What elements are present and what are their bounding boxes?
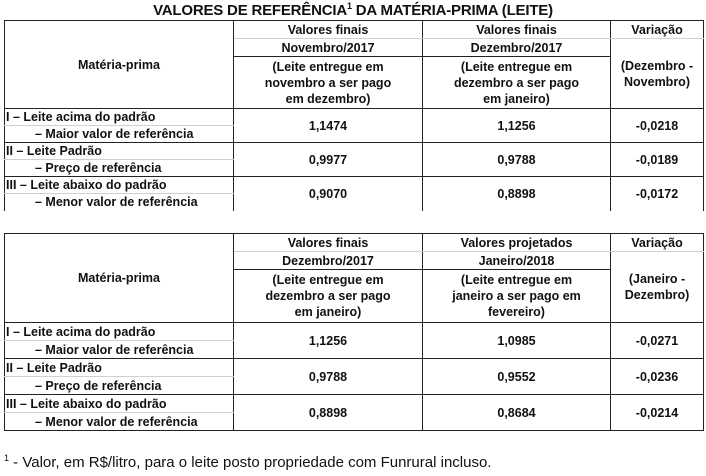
header-variation-formula: (Dezembro - Novembro) (611, 39, 704, 109)
header-variation-title: Variação (611, 21, 704, 39)
table-row (5, 323, 704, 341)
variation-cell: -0,0218 (611, 109, 704, 143)
header-materia-prima: Matéria-prima (5, 234, 234, 323)
row-label: I – Leite acima do padrão (6, 110, 156, 124)
footnote-text: - Valor, em R$/litro, para o leite posto propriedade com Funrural incluso. (9, 454, 492, 471)
table-row (5, 359, 704, 377)
row-sublabel: – Menor valor de referência (35, 195, 198, 210)
header-col2-title: Valores finais (234, 234, 423, 252)
value-cell: 1,0985 (423, 323, 611, 359)
table-row (5, 143, 704, 160)
header-col3-title: Valores projetados (423, 234, 611, 252)
footnote-marker: 1 (4, 453, 10, 463)
reference-table-dec-jan (4, 233, 704, 431)
value-cell: 0,9552 (423, 359, 611, 395)
header-col3-period: Janeiro/2018 (423, 252, 611, 270)
header-col2-period: Novembro/2017 (234, 39, 423, 57)
reference-table-nov-dec (4, 20, 704, 211)
row-label: I – Leite acima do padrão (6, 324, 156, 339)
value-cell: 0,8898 (234, 395, 423, 431)
header-col2-note: (Leite entregue em novembro a ser pago em dezembro) (234, 57, 423, 109)
footnote (4, 454, 491, 472)
value-cell: 0,9070 (234, 177, 423, 211)
value-cell: 0,8898 (423, 177, 611, 211)
header-col3-title: Valores finais (423, 21, 611, 39)
value-cell: 1,1256 (423, 109, 611, 143)
header-variation-formula: (Janeiro - Dezembro) (611, 252, 704, 323)
document-title (0, 2, 706, 20)
row-label: II – Leite Padrão (6, 144, 102, 158)
row-sublabel: – Maior valor de referência (35, 342, 194, 357)
variation-cell: -0,0172 (611, 177, 704, 211)
title-text-end: DA MATÉRIA-PRIMA (LEITE) (351, 2, 553, 19)
title-text: VALORES DE REFERÊNCIA (153, 2, 347, 19)
row-sublabel: – Preço de referência (35, 161, 162, 175)
row-sublabel: – Maior valor de referência (35, 127, 194, 141)
header-variation-title: Variação (611, 234, 704, 252)
value-cell: 1,1474 (234, 109, 423, 143)
table-row (5, 177, 704, 194)
header-col2-title: Valores finais (234, 21, 423, 39)
table-row (5, 395, 704, 413)
variation-cell: -0,0271 (611, 323, 704, 359)
header-col3-note: (Leite entregue em janeiro a ser pago em fevereiro) (423, 270, 611, 323)
value-cell: 0,9788 (423, 143, 611, 177)
value-cell: 0,8684 (423, 395, 611, 431)
value-cell: 1,1256 (234, 323, 423, 359)
value-cell: 0,9788 (234, 359, 423, 395)
value-cell: 0,9977 (234, 143, 423, 177)
variation-cell: -0,0214 (611, 395, 704, 431)
header-col2-period: Dezembro/2017 (234, 252, 423, 270)
row-sublabel: – Menor valor de referência (35, 414, 198, 429)
header-materia-prima: Matéria-prima (5, 21, 234, 109)
row-label: II – Leite Padrão (6, 360, 102, 375)
title-footnote-marker: 1 (346, 1, 352, 11)
row-sublabel: – Preço de referência (35, 378, 162, 393)
variation-cell: -0,0236 (611, 359, 704, 395)
header-col3-note: (Leite entregue em dezembro a ser pago em janeiro) (423, 57, 611, 109)
variation-cell: -0,0189 (611, 143, 704, 177)
row-label: III – Leite abaixo do padrão (6, 178, 167, 192)
row-label: III – Leite abaixo do padrão (6, 396, 167, 411)
table-row (5, 109, 704, 126)
header-col3-period: Dezembro/2017 (423, 39, 611, 57)
header-col2-note: (Leite entregue em dezembro a ser pago em janeiro) (234, 270, 423, 323)
